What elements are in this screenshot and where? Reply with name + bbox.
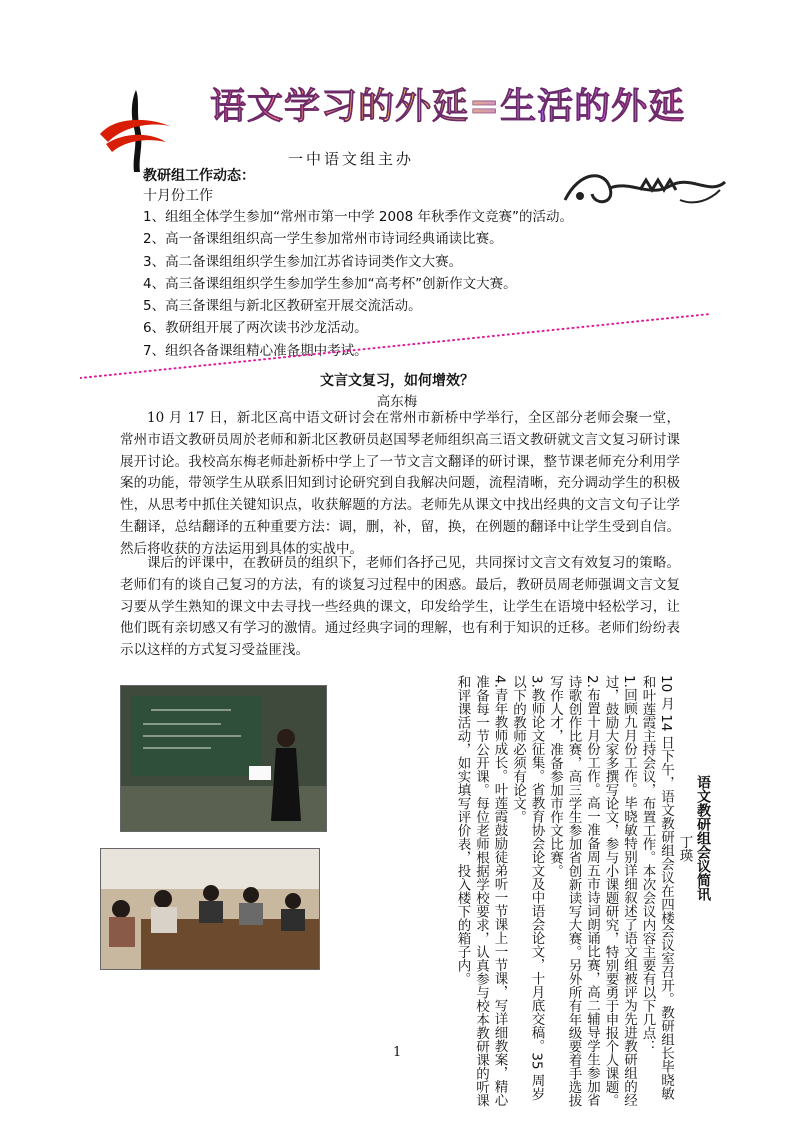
news-heading: 教研组工作动态： <box>143 168 255 184</box>
news-month: 十月份工作 <box>143 188 213 204</box>
ornament-flourish <box>560 160 730 210</box>
list-item: 2、高一备课组组织高一学生参加常州市诗词经典诵读比赛。 <box>143 231 503 248</box>
briefing-title: 语文教研组会议简讯 <box>695 775 711 901</box>
list-item: 4、高三备课组组织学生参加学生参加“高考杯”创新作文大赛。 <box>143 275 517 292</box>
briefing-paragraph: 2.布置十月份工作。高一准备周五市诗词朗诵比赛，高二辅导学生参加省诗歌创作比赛，高三学生参加省创新读写大赛。另外所有年级要着手选拔写作人才，准备参加市作文比赛。 <box>547 675 600 1107</box>
list-item: 5、高三备课组与新北区教研室开展交流活动。 <box>143 298 422 315</box>
page-number: 1 <box>393 1045 402 1060</box>
meeting-briefing-article <box>382 675 712 1110</box>
list-item: 6、教研组开展了两次读书沙龙活动。 <box>143 320 368 337</box>
list-item: 1、组组全体学生参加“常州市第一中学 2008 年秋季作文竞赛”的活动。 <box>143 209 574 225</box>
briefing-paragraph: 10 月 14 日下午，语文教研组会议在四楼会议室召开。教研组长毕晓敏和叶莲霞主持会议，布置工作。本次会议内容主要有以下几点： <box>639 675 674 1101</box>
article-author: 高东梅 <box>376 394 418 410</box>
article-paragraph: 课后的评课中，在教研员的组织下，老师们各抒己见，共同探讨文言文有效复习的策略。老师们有的谈自己复习的方法，有的谈复习过程中的困惑。最后，教研员周老师强调文言文复习要从学生熟知的课文中去寻找一些经典的课文，印发给学生，让学生在语境中轻松学习，让他们既有亲切感又有学习的激情。通过经典字词的理解，也有利于知识的迁移。老师们纷纷表示以这样的方式复习受益匪浅。 <box>120 555 680 659</box>
list-item: 7、组织各备课组精心准备期中考试。 <box>143 342 368 359</box>
article-paragraph: 10 月 17 日，新北区高中语文研讨会在常州市新桥中学举行，全区部分老师会聚一堂，常州市语文教研员周於老师和新北区教研员赵国琴老师组织高三语文教研就文言文复习研讨课展开讨论。我校高东梅老师赴新桥中学上了一节文言文翻译的研讨课，整节课老师充分利用学案的功能，带领学生从联系旧知到讨论研究到自我解决问题，流程清晰，充分调动学生的积极性，从思考中抓住关键知识点，收获解题的方法。老师先从课文中找出经典的文言文句子让学生翻译，总结翻译的五种重要方法：调，删，补，留，换，在例题的翻译中让学生受到自信。然后将收获的方法运用到具体的实战中。 <box>120 410 680 557</box>
classroom-photo <box>120 685 327 832</box>
briefing-paragraph: 1.回顾九月份工作。毕晓敏特别详细叙述了语文组被评为先进教研组的经过，鼓励大家多撰写论文，参与小课题研究，特别要勇于申报个人课题。 <box>602 675 637 1107</box>
meeting-photo <box>100 848 320 970</box>
list-item: 3、高二备课组组织学生参加江苏省诗词类作文大赛。 <box>143 253 463 270</box>
school-logo <box>96 88 176 174</box>
briefing-paragraph: 3.教师论文征集。省教育协会论文及中语会论文，十月底交稿。35 周岁以下的教师必须有论文。 <box>510 675 545 1101</box>
briefing-author: 丁瑛 <box>676 835 693 862</box>
banner-subtitle: 一中语文组主办 <box>288 150 415 168</box>
article-title: 文言文复习，如何增效？ <box>320 373 474 389</box>
banner-title: 语文学习的外延=生活的外延 <box>210 78 685 129</box>
briefing-paragraph: 4.青年教师成长。叶莲霞鼓励徒弟听一节课上一节课，写详细教案，精心准备每一节公开课。每位老师根据学校要求，认真参与校本教研课的听课和评课活动，如实填写评价表，投入楼下的箱子内。 <box>454 675 508 1107</box>
